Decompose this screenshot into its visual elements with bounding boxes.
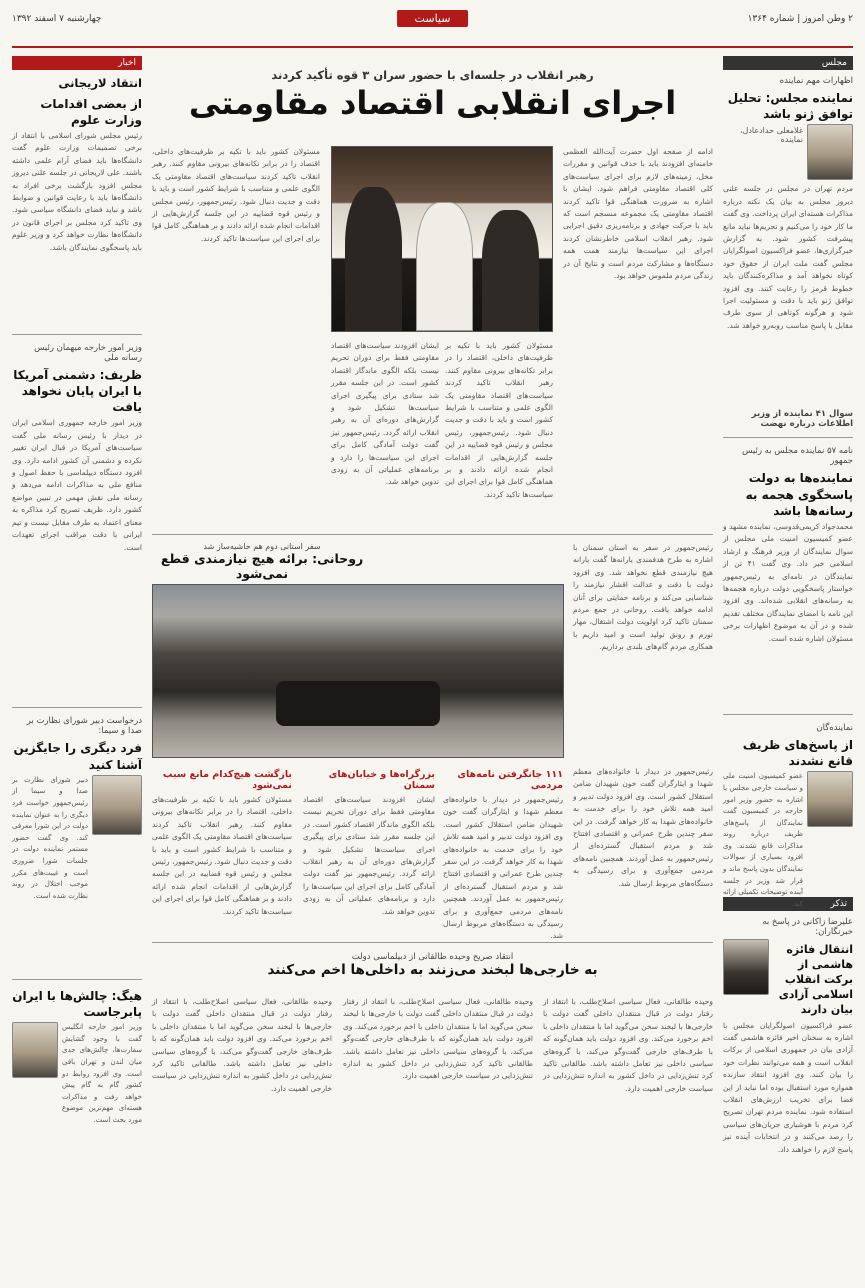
- left-column: [12, 56, 142, 1251]
- article-body: رئیس مجلس شورای اسلامی با انتقاد از برخی تصمیمات وزارت علوم گفت دانشگاه‌ها باید فضای آرام علمی داشته باشند. علی لاریجانی در جلسه علنی دیروز مجلس افزود بازگشت برخی افراد به دانشگاه‌ها باید با رعایت قوانین و ضوابط باشد و نباید فضای دانشگاه سیاسی شود. وی تاکید کرد مجلس بر اجرای قانون در دانشگاه‌ها نظارت خواهد کرد و وزیر علوم باید پاسخگوی نمایندگان باشد.: [12, 130, 142, 252]
- divider: [152, 942, 713, 943]
- subhead: ۱۱۱ جانگرفتن نامه‌های مردمی: [457, 769, 563, 791]
- figure-silhouette: [482, 210, 539, 331]
- article-title[interactable]: نماینده مجلس: تحلیل توافق ژنو باشد: [727, 91, 853, 122]
- article-zakani: [723, 917, 853, 1287]
- article-body: وزیر امور خارجه انگلیس گفت با وجود گشایش سفارت‌ها، چالش‌های جدی میان لندن و تهران باقی است. وی افزود روابط دو کشور گام به گام پیش خواهد رفت و مذاکرات هسته‌ای مهم‌ترین موضوع مورد بحث است.: [62, 1023, 142, 1124]
- right-column: [723, 56, 853, 1251]
- article-kicker: اظهارات مهم نماینده: [779, 76, 853, 86]
- portrait-image: [807, 124, 853, 180]
- article-title[interactable]: فرد دیگری را جایگزین آشنا کنید: [13, 741, 142, 772]
- paper-info: ۲ وطن امروز | شماره ۱۳۶۴: [747, 14, 853, 24]
- crowd-photo[interactable]: [152, 584, 564, 758]
- article-body: عضو کمیسیون امنیت ملی و سیاست خارجی مجلس با اشاره به حضور وزیر امور خارجه در کمیسیون گفت نمایندگان از پاسخ‌های ظریف درباره روند مذاکرات قانع نشدند. وی افزود بسیاری از سوالات نمایندگان بدون پاسخ ماند و قرار شد وزیر در جلسه آینده توضیحات تکمیلی ارائه کند.: [723, 772, 803, 908]
- story-column: مسئولان کشور باید با تکیه بر ظرفیت‌های داخلی، اقتصاد را در برابر تکانه‌های بیرونی مقاوم کنند. رهبر انقلاب تاکید کردند سیاست‌های اقتصاد مقاومتی یک الگوی علمی و متناسب با شرایط کشور است و باید با دقت و جدیت دنبال شود. رئیس‌جمهور، رئیس مجلس و رئیس قوه قضاییه در این جلسه گزارش‌هایی از اقدامات انجام شده ارائه دادند و بر هماهنگی کامل قوا برای اجرای این سیاست‌ها تاکید کردند.: [445, 341, 553, 499]
- story-block: [573, 766, 713, 936]
- page-header: [12, 6, 853, 48]
- article-title[interactable]: نماینده‌ها به دولت پاسخگوی هجمه به رسانه‌ها باشد: [745, 471, 853, 518]
- leaders-photo[interactable]: [331, 146, 553, 332]
- headline-title[interactable]: اجرای انقلابی اقتصاد مقاومتی: [188, 84, 677, 122]
- article-larijani: [12, 76, 142, 326]
- divider: [12, 707, 142, 708]
- article-body: محمدجواد کریمی‌قدوسی، نماینده مشهد و عضو کمیسیون امنیت ملی مجلس از سوال نمایندگان از وزیر فرهنگ و ارشاد اسلامی خبر داد. وی گفت ۴۱ تن از نمایندگان در نامه‌ای به رئیس‌جمهور خواستار پاسخگویی دولت درباره هجمه‌ها به رسانه‌های انقلابی شده‌اند. وی افزود این نامه با امضای نمایندگان مختلف تقدیم شده و در آن به موضوع اظهارات برخی مسئولان اشاره شده است.: [723, 521, 853, 643]
- figure-silhouette: [416, 202, 473, 331]
- article-body: دبیر شورای نظارت بر صدا و سیما از رئیس‌جمهور خواست فرد دیگری را به عنوان نماینده دولت در این شورا معرفی کند. وی گفت حضور مستمر نماینده دولت در جلسات شورا ضروری است و غیبت‌های مکرر موجب اختلال در روند نظارت شده است.: [12, 775, 88, 900]
- story-column: ایشان افزودند سیاست‌های اقتصاد مقاومتی فقط برای دوران تحریم نیست بلکه الگوی ماندگار اقتصاد کشور است. در این جلسه مقرر شد ستادی برای پیگیری اجرای سیاست‌ها تشکیل شود و گزارش‌های دوره‌ای آن به رهبر انقلاب ارائه گردد. رئیس‌جمهور نیز گفت دولت آمادگی کامل برای اجرای این سیاست‌ها را دارد و برنامه‌های عملیاتی آن به زودی تدوین خواهد شد.: [331, 341, 439, 487]
- headline-kicker: رهبر انقلاب در جلسه‌ای با حضور سران ۳ قوه تأکید کردند: [271, 68, 594, 82]
- story-column: رئیس‌جمهور در دیدار با خانواده‌های معظم شهدا و ایثارگران گفت خون شهیدان ضامن استقلال کشور است. وی افزود دولت تدبیر و امید همه تلاش خود را برای خدمت به خانواده‌های شهدا به کار خواهد گرفت. در این سفر چندین طرح عمرانی و اقتصادی افتتاح شد و مردم استقبال گسترده‌ای از رئیس‌جمهور به عمل آوردند. همچنین نامه‌های مردمی جمع‌آوری و برای رسیدگی به دستگاه‌های مربوط ارسال شد.: [573, 767, 713, 888]
- article-kicker: نامه ۵۷ نماینده مجلس به رئیس جمهور: [742, 446, 853, 467]
- story-column: رئیس‌جمهور در سفر به استان سمنان با اشاره به طرح هدفمندی یارانه‌ها گفت یارانه هیچ نیازمندی قطع نخواهد شد. وی افزود دولت با دقت و عدالت اقشار نیازمند را شناسایی می‌کند و برنامه حمایتی برای آنان ادامه خواهد یافت. روحانی در جمع مردم سمنان تاکید کرد اولویت دولت اشتغال، مهار تورم و رونق تولید است و امید داریم با همکاری مردم گام‌های بلندی برداریم.: [573, 543, 713, 652]
- article-note: سوال ۴۱ نماینده از وزیر اطلاعات درباره نهضت: [751, 409, 853, 430]
- story-column: ایشان افزودند سیاست‌های اقتصاد مقاومتی فقط برای دوران تحریم نیست بلکه الگوی ماندگار اقتصاد کشور است. در این جلسه مقرر شد ستادی برای پیگیری اجرای سیاست‌ها تشکیل شود و گزارش‌های دوره‌ای آن به رهبر انقلاب ارائه گردد. رئیس‌جمهور نیز گفت دولت آمادگی کامل برای اجرای این سیاست‌ها را دارد و برنامه‌های عملیاتی آن به زودی تدوین خواهد شد.: [303, 795, 435, 916]
- portrait-image: [723, 939, 769, 995]
- story-column: وحیده طالقانی، فعال سیاسی اصلاح‌طلب، با انتقاد از رفتار دولت در قبال منتقدان داخلی گفت دولت با خارجی‌ها با لبخند سخن می‌گوید اما با منتقدان داخلی با اخم برخورد می‌کند. وی افزود دولت باید همان‌گونه که با طرف‌های خارجی گفت‌وگو می‌کند، با گروه‌های سیاسی داخلی نیز تعامل داشته باشد. طالقانی تاکید کرد تنش‌زدایی در داخل کشور به اندازه تنش‌زدایی در سیاست خارجی اهمیت دارد.: [152, 997, 332, 1093]
- divider: [12, 334, 142, 335]
- article-title[interactable]: از بعضی اقدامات وزارت علوم: [40, 96, 142, 127]
- callout-rouhani: [152, 542, 372, 581]
- story-block: [443, 766, 563, 954]
- section-label[interactable]: سیاست: [397, 10, 469, 27]
- bottom-story: [152, 952, 713, 978]
- subhead: بازگشت هیچ‌کدام مانع سبب نمی‌شود: [162, 769, 292, 791]
- article-kicker: وزیر امور خارجه میهمان رئیس رسانه ملی: [34, 342, 142, 363]
- article-body: وزیر امور خارجه جمهوری اسلامی ایران در دیدار با رئیس رسانه ملی گفت سیاست‌های آمریکا در قبال ایران تغییر نکرده و دشمنی آن کشور ادامه دارد. وی افزود دستگاه دیپلماسی با حفظ اصول و منافع ملی به مذاکرات ادامه می‌دهد و رسانه ملی نقش مهمی در تبیین مواضع کشور دارد. ظریف تصریح کرد مذاکره به معنای اعتماد به طرف مقابل نیست و تیم ایرانی با دقت مراقب اجرای تعهدات است.: [12, 418, 142, 552]
- article-kicker: انتقاد لاریجانی: [58, 76, 142, 90]
- divider: [723, 714, 853, 715]
- bottom-title[interactable]: به خارجی‌ها لبخند می‌زنند به داخلی‌ها اخم می‌کنند: [267, 962, 598, 978]
- callout-kicker: سفر استانی دوم هم حاشیه‌ساز شد: [203, 542, 321, 551]
- story-column: مسئولان کشور باید با تکیه بر ظرفیت‌های داخلی، اقتصاد را در برابر تکانه‌های بیرونی مقاوم کنند. رهبر انقلاب تاکید کردند سیاست‌های اقتصاد مقاومتی یک الگوی علمی و متناسب با شرایط کشور است و باید با دقت و جدیت دنبال شود. رئیس‌جمهور، رئیس مجلس و رئیس قوه قضاییه در این جلسه گزارش‌هایی از اقدامات انجام شده ارائه دادند و بر هماهنگی کامل قوا برای اجرای این سیاست‌ها تاکید کردند.: [152, 795, 292, 916]
- article-kicker: نماینده‌گان: [816, 722, 853, 733]
- article-mps-letter: [723, 446, 853, 706]
- article-title[interactable]: هیگ: چالش‌ها با ایران پابرجاست: [12, 988, 142, 1020]
- story-column: مسئولان کشور باید با تکیه بر ظرفیت‌های داخلی، اقتصاد را در برابر تکانه‌های بیرونی مقاوم کنند. رهبر انقلاب تاکید کردند سیاست‌های اقتصاد مقاومتی یک الگوی علمی و متناسب با شرایط کشور است و باید با دقت و جدیت دنبال شود. رئیس‌جمهور، رئیس مجلس و رئیس قوه قضاییه در این جلسه گزارش‌هایی از اقدامات انجام شده ارائه دادند و بر هماهنگی کامل قوا برای اجرای این سیاست‌ها تاکید کردند.: [152, 147, 320, 243]
- divider: [12, 979, 142, 980]
- portrait-image: [807, 771, 853, 827]
- article-zarif: [12, 343, 142, 700]
- bottom-kicker: انتقاد صریح وحیده طالقانی از دبیلماسی دولت: [351, 952, 514, 962]
- subhead: بزرگراه‌ها و خیابان‌های سمنان: [328, 769, 435, 791]
- article-kicker: درخواست دبیر شورای نظارت بر صدا و سیما:: [26, 716, 142, 737]
- story-column: رئیس‌جمهور در دیدار با خانواده‌های معظم شهدا و ایثارگران گفت خون شهیدان ضامن استقلال کشور است. وی افزود دولت تدبیر و امید همه تلاش خود را برای خدمت به خانواده‌های شهدا به کار خواهد گرفت. در این سفر چندین طرح عمرانی و اقتصادی افتتاح شد و مردم استقبال گسترده‌ای از رئیس‌جمهور به عمل آوردند. همچنین نامه‌های مردمی جمع‌آوری و برای رسیدگی به دستگاه‌های مربوط ارسال شد.: [443, 795, 563, 941]
- section-tag-note[interactable]: تذکر: [723, 897, 853, 911]
- portrait-image: [12, 1022, 58, 1078]
- callout-title[interactable]: روحانی: برائه هیچ نیازمندی قطع نمی‌شود: [160, 551, 364, 581]
- car-shape: [276, 681, 440, 726]
- story-block: [152, 766, 292, 954]
- divider: [723, 437, 853, 438]
- main-content: [152, 56, 713, 1251]
- article-hague: [12, 988, 142, 1172]
- portrait-image: [92, 775, 142, 835]
- article-body: مردم تهران در مجلس در جلسه علنی دیروز مجلس به بیان یک نکته درباره مذاکرات هسته‌ای ایران پرداخت. وی گفت ما کار خود را می‌کنیم و تحریم‌ها نباید مانع پیشرفت کشور شود. به گزارش خبرگزاری‌ها، عضو فراکسیون اصولگرایان مجلس گفت ملت ایران از حقوق خود کوتاه نخواهد آمد و مذاکره‌کنندگان باید خطوط قرمز را رعایت کنند. وی افزود توافق ژنو باید با دقت و مسئولیت اجرا شود و هرگونه کوتاهی از سوی طرف مقابل با پاسخ مناسب روبه‌رو خواهد شد.: [723, 184, 853, 330]
- divider: [152, 534, 713, 535]
- article-byline: غلامعلی حدادعادل، نماینده: [739, 126, 803, 145]
- date-info: چهارشنبه ۷ اسفند ۱۳۹۲: [12, 14, 102, 24]
- article-title[interactable]: انتقال فائزه هاشمی از برکت انقلاب اسلامی آزادی بیان دارند: [778, 943, 853, 1016]
- article-haddad-adel: [723, 76, 853, 429]
- story-column: وحیده طالقانی، فعال سیاسی اصلاح‌طلب، با انتقاد از رفتار دولت در قبال منتقدان داخلی گفت دولت با خارجی‌ها با لبخند سخن می‌گوید اما با منتقدان داخلی با اخم برخورد می‌کند. وی افزود دولت باید همان‌گونه که با طرف‌های خارجی گفت‌وگو می‌کند، با گروه‌های سیاسی داخلی نیز تعامل داشته باشد. طالقانی تاکید کرد تنش‌زدایی در داخل کشور به اندازه تنش‌زدایی در سیاست خارجی اهمیت دارد.: [343, 997, 533, 1081]
- story-column: وحیده طالقانی، فعال سیاسی اصلاح‌طلب، با انتقاد از رفتار دولت در قبال منتقدان داخلی گفت دولت با خارجی‌ها با لبخند سخن می‌گوید اما با منتقدان داخلی با اخم برخورد می‌کند. وی افزود دولت باید همان‌گونه که با طرف‌های خارجی گفت‌وگو می‌کند، با گروه‌های سیاسی داخلی نیز تعامل داشته باشد. طالقانی تاکید کرد تنش‌زدایی در داخل کشور به اندازه تنش‌زدایی در سیاست خارجی اهمیت دارد.: [543, 997, 713, 1093]
- lead-paragraph: ادامه از صفحه اول حضرت آیت‌الله العظمی خامنه‌ای افزودند باید با حذف قوانین و مقررات مخل، زمینه‌های لازم برای اجرای سیاست‌های کلی اقتصاد مقاومتی فراهم شود. ایشان با اشاره به ضرورت هماهنگی قوا تاکید کردند اقتصاد مقاومتی یک مجموعه منسجم است که باید با حرکت جهادی و برنامه‌ریزی دقیق اجرایی شود. رهبر انقلاب اسلامی خاطرنشان کردند اجرای این سیاست‌ها نیازمند همت همه دستگاه‌ها و مشارکت مردم است و نتایج آن در زندگی مردم ملموس خواهد بود.: [563, 147, 713, 281]
- story-block: [303, 766, 435, 954]
- article-supervisory-council: [12, 716, 142, 970]
- article-body: عضو فراکسیون اصولگرایان مجلس با اشاره به سخنان اخیر فائزه هاشمی گفت آزادی بیان در جمهوری اسلامی از برکات انقلاب است و همه می‌توانند نظرات خود را بیان کنند. وی افزود انتقاد سازنده همواره مورد استقبال بوده اما نباید از این فضا برای تخریب ارزش‌های انقلاب استفاده شود. نماینده مردم تهران تصریح کرد مردم با هوشیاری جریان‌های سیاسی را رصد می‌کنند و در انتخابات آینده نیز پاسخ لازم را خواهند داد.: [723, 1020, 853, 1154]
- article-title[interactable]: از پاسخ‌های ظریف قانع نشدند: [742, 737, 853, 769]
- article-title[interactable]: ظریف: دشمنی آمریکا با ایران پایان نخواهد یافت: [13, 367, 142, 415]
- article-kicker: علیرضا زاکانی در پاسخ به خبرنگاران:: [762, 917, 853, 938]
- section-tag-news[interactable]: اخبار: [12, 56, 142, 70]
- figure-silhouette: [345, 187, 402, 331]
- section-tag-parliament[interactable]: مجلس: [723, 56, 853, 70]
